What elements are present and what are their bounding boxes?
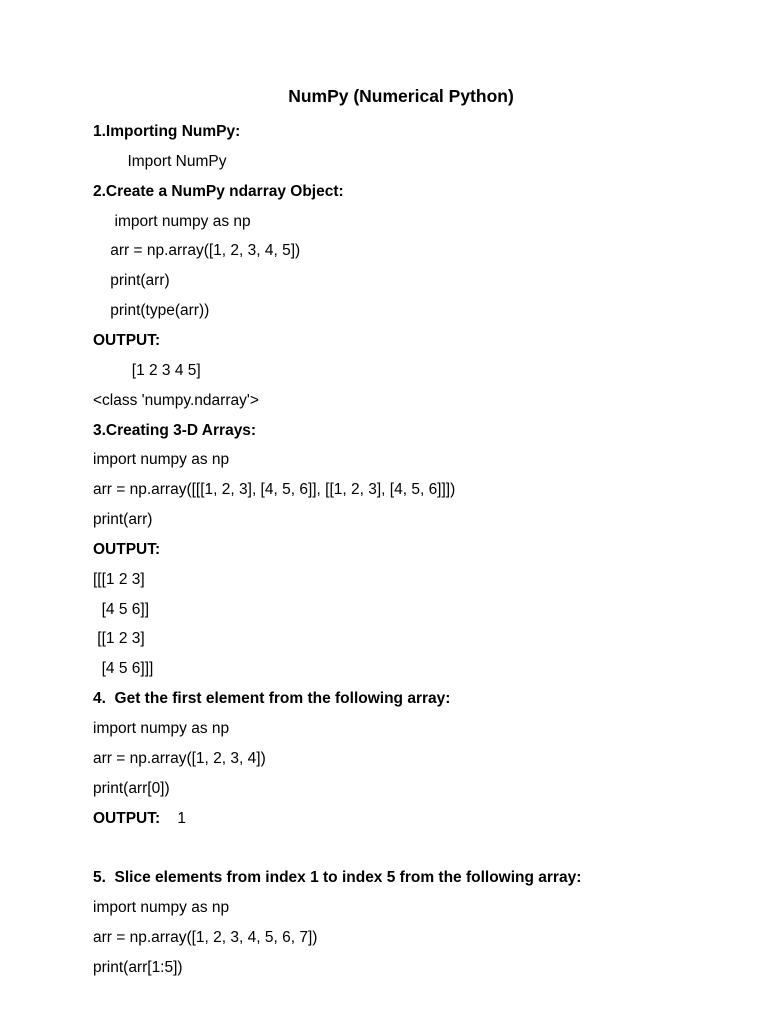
code-line <box>93 717 229 741</box>
section-heading <box>93 866 581 890</box>
line-text: OUTPUT: <box>93 809 161 827</box>
line-text: print(arr[1:5]) <box>93 958 183 976</box>
code-line <box>93 598 149 622</box>
line-text: [4 5 6]]] <box>93 660 154 678</box>
line-text: print(arr) <box>93 272 170 290</box>
code-line <box>93 299 209 323</box>
output-value: 1 <box>160 809 187 827</box>
section-heading <box>93 687 450 711</box>
line-text: Import NumPy <box>93 152 227 170</box>
line-text: import numpy as np <box>93 720 230 737</box>
section-heading <box>93 180 344 204</box>
line-text: arr = np.array([1, 2, 3, 4, 5, 6, 7]) <box>93 928 318 946</box>
code-line <box>93 269 170 293</box>
line-text: print(type(arr)) <box>93 302 210 320</box>
code-line <box>93 657 153 681</box>
line-text: [[1 2 3] <box>93 630 145 648</box>
line-text: print(arr[0]) <box>93 779 170 797</box>
line-text: 5. Slice elements from index 1 to index 5 from the following array: <box>93 869 582 887</box>
line-text: [[[1 2 3] <box>93 570 145 588</box>
code-line <box>93 956 183 980</box>
code-line <box>93 448 229 472</box>
section-heading <box>93 538 160 562</box>
line-text: arr = np.array([1, 2, 3, 4]) <box>93 749 266 767</box>
section-heading <box>93 329 160 353</box>
code-line <box>93 568 145 592</box>
code-line <box>93 359 201 383</box>
line-text: import numpy as np <box>93 212 251 230</box>
line-text: OUTPUT: <box>93 331 161 349</box>
line-text: arr = np.array([[[1, 2, 3], [4, 5, 6]], [[1, 2, 3], [4, 5, 6]]]) <box>93 481 456 499</box>
line-text: [4 5 6]] <box>93 600 150 618</box>
line-text: 2.Create a NumPy ndarray Object: <box>93 182 344 200</box>
line-text: <class 'numpy.ndarray'> <box>93 391 259 409</box>
line-text: [1 2 3 4 5] <box>93 361 201 379</box>
code-line <box>93 389 259 413</box>
code-line <box>93 747 266 771</box>
code-line <box>93 896 229 920</box>
document-title: NumPy (Numerical Python) <box>288 86 514 106</box>
line-text: print(arr) <box>93 511 153 529</box>
code-line <box>93 239 300 263</box>
line-text: 4. Get the first element from the following array: <box>93 690 451 708</box>
code-line <box>93 478 455 502</box>
line-text: import numpy as np <box>93 899 230 917</box>
line-text: arr = np.array([1, 2, 3, 4, 5]) <box>93 242 301 260</box>
line-text: import numpy as np <box>93 451 230 469</box>
line-text: 3.Creating 3-D Arrays: <box>93 421 257 439</box>
code-line <box>93 150 227 174</box>
line-text: OUTPUT: <box>93 540 161 558</box>
section-heading <box>93 419 256 443</box>
code-line <box>93 777 170 801</box>
section-heading <box>93 120 240 144</box>
code-line <box>93 627 145 651</box>
code-line <box>93 926 317 950</box>
code-line <box>93 210 251 234</box>
section-heading <box>93 807 186 831</box>
line-text: 1.Importing NumPy: <box>93 123 241 140</box>
code-line <box>93 508 152 532</box>
